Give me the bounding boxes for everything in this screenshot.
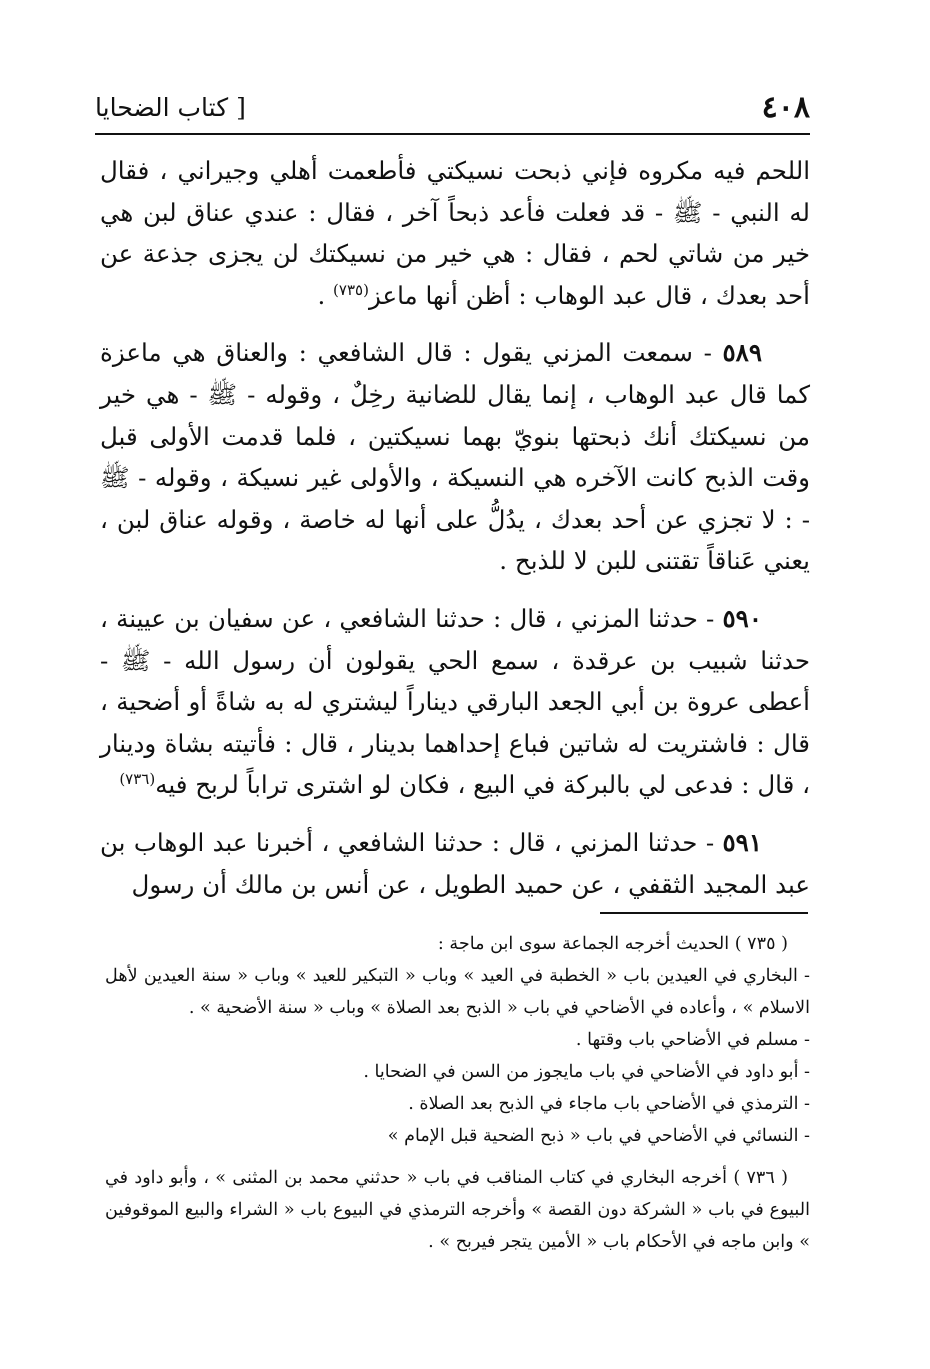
page-header [95, 88, 810, 132]
hadith-number: ٥٨٩ [722, 338, 762, 368]
running-title: [ كتاب الضحايا [95, 93, 246, 122]
page-number: ٤٠٨ [761, 90, 810, 125]
paragraph-590 [100, 598, 810, 806]
main-text [100, 150, 810, 921]
footnote-736 [105, 1162, 810, 1258]
footnote-line: ( ٧٣٥ ) الحديث أخرجه الجماعة سوى ابن ماجة : [437, 934, 788, 954]
footnote-ref[interactable]: (٧٣٥) [333, 280, 369, 299]
paragraph-text: اللحم فيه مكروه فإني ذبحت نسيكتي فأطعمت أهلي وجيراني ، فقال له النبي - ﷺ - قد فعلت فأعد ذبحاً آخر ، فقال : عندي عناق لبن هي خير من شاتي لحم ، فقال : هي خير من نسيكتك لن يجزى جذعة عن أحد بعدك ، قال عبد الوهاب : أظن أنها ماعز [100, 156, 810, 310]
footnote-rule [600, 912, 808, 914]
footnote-line: - أبو داود في الأضاحي في باب مايجوز من السن في الضحايا . [363, 1062, 810, 1082]
paragraph-text: - حدثنا المزني ، قال : حدثنا الشافعي ، عن سفيان بن عيينة ، حدثنا شبيب بن عرقدة ، سمع الحي يقولون أن رسول الله - ﷺ - أعطى عروة بن أبي الجعد البارقي ديناراً ليشتري له به شاةً أو أضحية ، قال : فاشتريت له شاتين فباع إحداهما بدينار ، قال : فأتيته بشاة ودينار ، قال : فدعى لي بالبركة في البيع ، فكان لو اشترى تراباً لربح فيه [100, 603, 810, 800]
paragraph-continued [100, 150, 810, 316]
paragraph-tail: . [317, 280, 334, 310]
hadith-number: ٥٩١ [722, 827, 762, 857]
footnote-735 [105, 928, 810, 1152]
footnote-line: - النسائي في الأضاحي في باب « ذبح الضحية قبل الإمام » [387, 1126, 810, 1146]
footnote-ref[interactable]: (٧٣٦) [119, 770, 156, 789]
paragraph-589 [100, 332, 810, 582]
hadith-number: ٥٩٠ [722, 603, 762, 633]
footnote-line: ( ٧٣٦ ) أخرجه البخاري في كتاب المناقب في باب « حدثني محمد بن المثنى » ، وأبو داود في البيوع في باب « الشركة دون القصة » وأخرجه الترمذي في البيوع باب « الشراء والبيع الموقوفين » وابن ماجه في الأحكام باب « الأمين يتجر فيربح » . [105, 1168, 810, 1252]
paragraph-591 [100, 822, 810, 905]
footnotes [105, 928, 810, 1268]
paragraph-text: - حدثنا المزني ، قال : حدثنا الشافعي ، أخبرنا عبد الوهاب بن عبد المجيد الثقفي ، عن حميد الطويل ، عن أنس بن مالك أن رسول [100, 827, 810, 899]
paragraph-text: - سمعت المزني يقول : قال الشافعي : والعناق هي ماعزة كما قال عبد الوهاب ، إنما يقال للضانية رخِلٌ ، وقوله - ﷺ - هي خير من نسيكتك أنك ذبحتها بنويّ بهما نسيكتين ، فلما قدمت الأولى قبل وقت الذبح كانت الآخره هي النسيكة ، والأولى غير نسيكة ، وقوله - ﷺ - : لا تجزي عن أحد بعدك ، يدُلُّ على أنها له خاصة ، وقوله عناق لبن ، يعني عَناقاً تقتنى للبن لا للذبح . [100, 338, 810, 576]
footnote-line: - الترمذي في الأضاحي باب ماجاء في الذبح بعد الصلاة . [408, 1094, 810, 1114]
footnote-line: - البخاري في العيدين باب « الخطبة في العيد » وباب « التبكير للعيد » وباب « سنة العيدين لأهل الاسلام » ، وأعاده في الأضاحي في باب « الذبح بعد الصلاة » وباب « سنة الأضحية » . [105, 966, 810, 1018]
header-rule [95, 133, 810, 135]
footnote-line: - مسلم في الأضاحي باب وقتها . [575, 1030, 810, 1050]
